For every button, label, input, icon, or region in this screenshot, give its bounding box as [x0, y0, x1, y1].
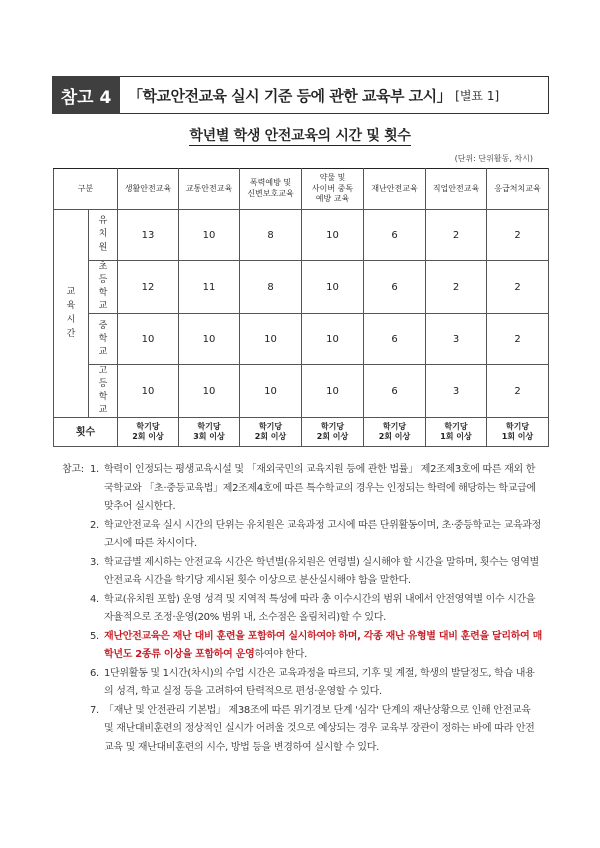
note-text: [104, 628, 542, 665]
table-cell: 10: [302, 314, 364, 365]
table-row: [54, 365, 549, 418]
vertical-char: 초: [98, 262, 108, 272]
table-cell: 10: [240, 365, 302, 418]
table-cell: 10: [118, 365, 179, 418]
count-cell: [426, 418, 487, 447]
count-cell: [179, 418, 240, 447]
vertical-char: 시: [66, 314, 76, 325]
table-heading-text: 학년별 학생 안전교육의 시간 및 횟수: [189, 128, 411, 144]
column-header-text: 직업안전교육: [432, 183, 480, 193]
note-item: [62, 702, 542, 758]
vertical-char: 중: [98, 320, 108, 331]
table-cell: 6: [364, 365, 426, 418]
vertical-char: 교: [66, 286, 76, 297]
count-row: [54, 418, 549, 447]
vertical-char: 유: [98, 216, 108, 227]
column-header: [240, 169, 302, 210]
table-cell: 10: [302, 210, 364, 261]
table-cell: 10: [302, 261, 364, 314]
vertical-char: 교: [98, 405, 108, 416]
note-text: 1단위활동 및 1시간(차시)의 수업 시간은 교육과정을 따르되, 기후 및 계절, 학생의 발달정도, 학습 내용의 성격, 학교 실정 등을 고려하여 탄력적으로 편성·운영할 수 있다.: [104, 667, 535, 697]
note-text: 「재난 및 안전관리 기본법」 제38조에 따른 위기경보 단계 '심각' 단계의 재난상황으로 인해 안전교육 및 재난대비훈련의 정상적인 실시가 어려울 것으로 예상되는 경우 교육부 장관이 정하는 바에 따라 안전교육 및 재난대비훈련의 시수, 방법 등을 변경하여 실시할 수 있다.: [104, 704, 535, 753]
note-rest-text: 하여야 한다.: [254, 649, 307, 660]
note-text: 학교급별 제시하는 안전교육 시간은 학년별(유치원은 연령별) 실시해야 할 시간을 말하며, 횟수는 영역별 안전교육 시간을 학기당 제시된 횟수 이상으로 분산실시해야 함을 말한다.: [104, 556, 539, 586]
column-header-text: 약물 및 사이버 중독 예방 교육: [311, 172, 354, 204]
count-cell-text: 학기당 2회 이상: [316, 421, 349, 442]
appendix-label: [별표 1]: [455, 88, 500, 103]
note-number: 1.: [90, 464, 99, 475]
table-cell: 2: [426, 210, 487, 261]
note-item: [62, 665, 542, 702]
reference-badge: 참고 4: [52, 76, 120, 114]
table-cell: 8: [240, 210, 302, 261]
note-number: 5.: [90, 630, 99, 642]
column-header: [364, 169, 426, 210]
row-label: [89, 210, 118, 261]
document-header: [52, 76, 549, 114]
table-row: [54, 261, 549, 314]
column-header-text: 응급처치교육: [494, 183, 541, 193]
table-row: [54, 210, 549, 261]
vertical-char: 원: [98, 242, 108, 253]
count-cell-text: 학기당 1회 이상: [501, 421, 534, 442]
table-cell: 10: [240, 314, 302, 365]
note-number: 6.: [90, 667, 99, 679]
vertical-char: 등: [98, 275, 108, 286]
row-label: [89, 365, 118, 418]
vertical-char: 치: [98, 229, 108, 240]
table-row: [54, 314, 549, 365]
vertical-char: 교: [98, 346, 108, 357]
vertical-char: 간: [66, 328, 76, 339]
table-cell: 8: [240, 261, 302, 314]
column-header: [179, 169, 240, 210]
row-label: [89, 261, 118, 314]
note-item-highlighted: [62, 628, 542, 665]
count-cell: [364, 418, 426, 447]
table-cell: 10: [179, 365, 240, 418]
table-cell: 2: [487, 365, 549, 418]
table-cell: 11: [179, 261, 240, 314]
count-cell-text: 학기당 3회 이상: [193, 421, 225, 442]
corner-label: 구분: [54, 169, 118, 210]
count-cell: [240, 418, 302, 447]
count-cell-text: 학기당 2회 이상: [132, 421, 164, 442]
title-box: [120, 76, 549, 114]
note-item: [62, 554, 542, 591]
column-header-text: 생활안전교육: [124, 183, 172, 193]
table-cell: 3: [426, 314, 487, 365]
count-cell-text: 학기당 2회 이상: [254, 421, 287, 442]
note-item: [62, 591, 542, 628]
table-cell: 10: [302, 365, 364, 418]
table-cell: 6: [364, 210, 426, 261]
note-text: 학교안전교육 실시 시간의 단위는 유치원은 교육과정 고시에 따른 단위활동이며, 초·중등학교는 교육과정 고시에 따른 차시이다.: [104, 519, 542, 549]
vertical-char: 학: [98, 333, 108, 344]
notes-prefix: 참고:: [62, 464, 84, 475]
note-number: 7.: [90, 704, 99, 716]
note-number: 2.: [90, 519, 99, 531]
table-cell: 3: [426, 365, 487, 418]
notes-section: [62, 461, 542, 757]
count-cell: [118, 418, 179, 447]
table-cell: 6: [364, 261, 426, 314]
table-cell: 6: [364, 314, 426, 365]
table-cell: 2: [487, 314, 549, 365]
unit-note: (단위: 단위활동, 차시): [454, 154, 533, 163]
count-cell: [302, 418, 364, 447]
table-heading: [0, 125, 600, 145]
vertical-char: 육: [66, 300, 76, 311]
table-cell: 2: [426, 261, 487, 314]
table-cell: 2: [487, 210, 549, 261]
note-text: 학력이 인정되는 평생교육시설 및 「재외국민의 교육지원 등에 관한 법률」 제2조제3호에 따른 재외 한국학교와 「초·중등교육법」제2조제4호에 따른 특수학교의 경우는 인정되는 학력에 해당하는 학교급에 맞추어 실시한다.: [104, 464, 536, 512]
column-header: [487, 169, 549, 210]
note-item: [62, 517, 542, 554]
column-header: [118, 169, 179, 210]
education-hours-table: [53, 168, 549, 447]
note-text: 학교(유치원 포함) 운영 성격 및 지역적 특성에 따라 총 이수시간의 범위 내에서 안전영역별 이수 시간을 자율적으로 조정·운영(20% 범위 내, 소수점은 올림처리)할 수 있다.: [104, 593, 536, 623]
table-cell: 13: [118, 210, 179, 261]
table-cell: 12: [118, 261, 179, 314]
column-header-text: 재난안전교육: [371, 183, 418, 193]
note-number: 4.: [90, 593, 99, 605]
vertical-char: 고: [98, 366, 108, 377]
column-header-text: 폭력예방 및 신변보호교육: [247, 178, 294, 198]
note-item: [62, 461, 542, 517]
vertical-char: 학: [98, 288, 108, 299]
group-label: [54, 210, 89, 418]
table-cell: 10: [179, 210, 240, 261]
table-cell: 10: [179, 314, 240, 365]
column-header-text: 교통안전교육: [185, 183, 233, 193]
note-highlight-text: 재난안전교육은 재난 대비 훈련을 포함하여 실시하여야 하며, 각종 재난 유형별 대비 훈련을 달리하여 매 학년도 2종류 이상을 포함하여 운영: [104, 630, 542, 660]
vertical-char: 학: [98, 392, 108, 403]
document-title: 「학교안전교육 실시 기준 등에 관한 교육부 고시」: [128, 86, 452, 105]
count-cell: [487, 418, 549, 447]
column-header: [302, 169, 364, 210]
table-cell: 10: [118, 314, 179, 365]
row-label: [89, 314, 118, 365]
count-cell-text: 학기당 1회 이상: [440, 421, 472, 442]
count-label: 횟수: [54, 418, 118, 447]
count-cell-text: 학기당 2회 이상: [378, 421, 411, 442]
vertical-char: 등: [98, 379, 108, 390]
vertical-char: 교: [98, 301, 108, 312]
table-cell: 2: [487, 261, 549, 314]
column-header: [426, 169, 487, 210]
note-number: 3.: [90, 556, 99, 568]
